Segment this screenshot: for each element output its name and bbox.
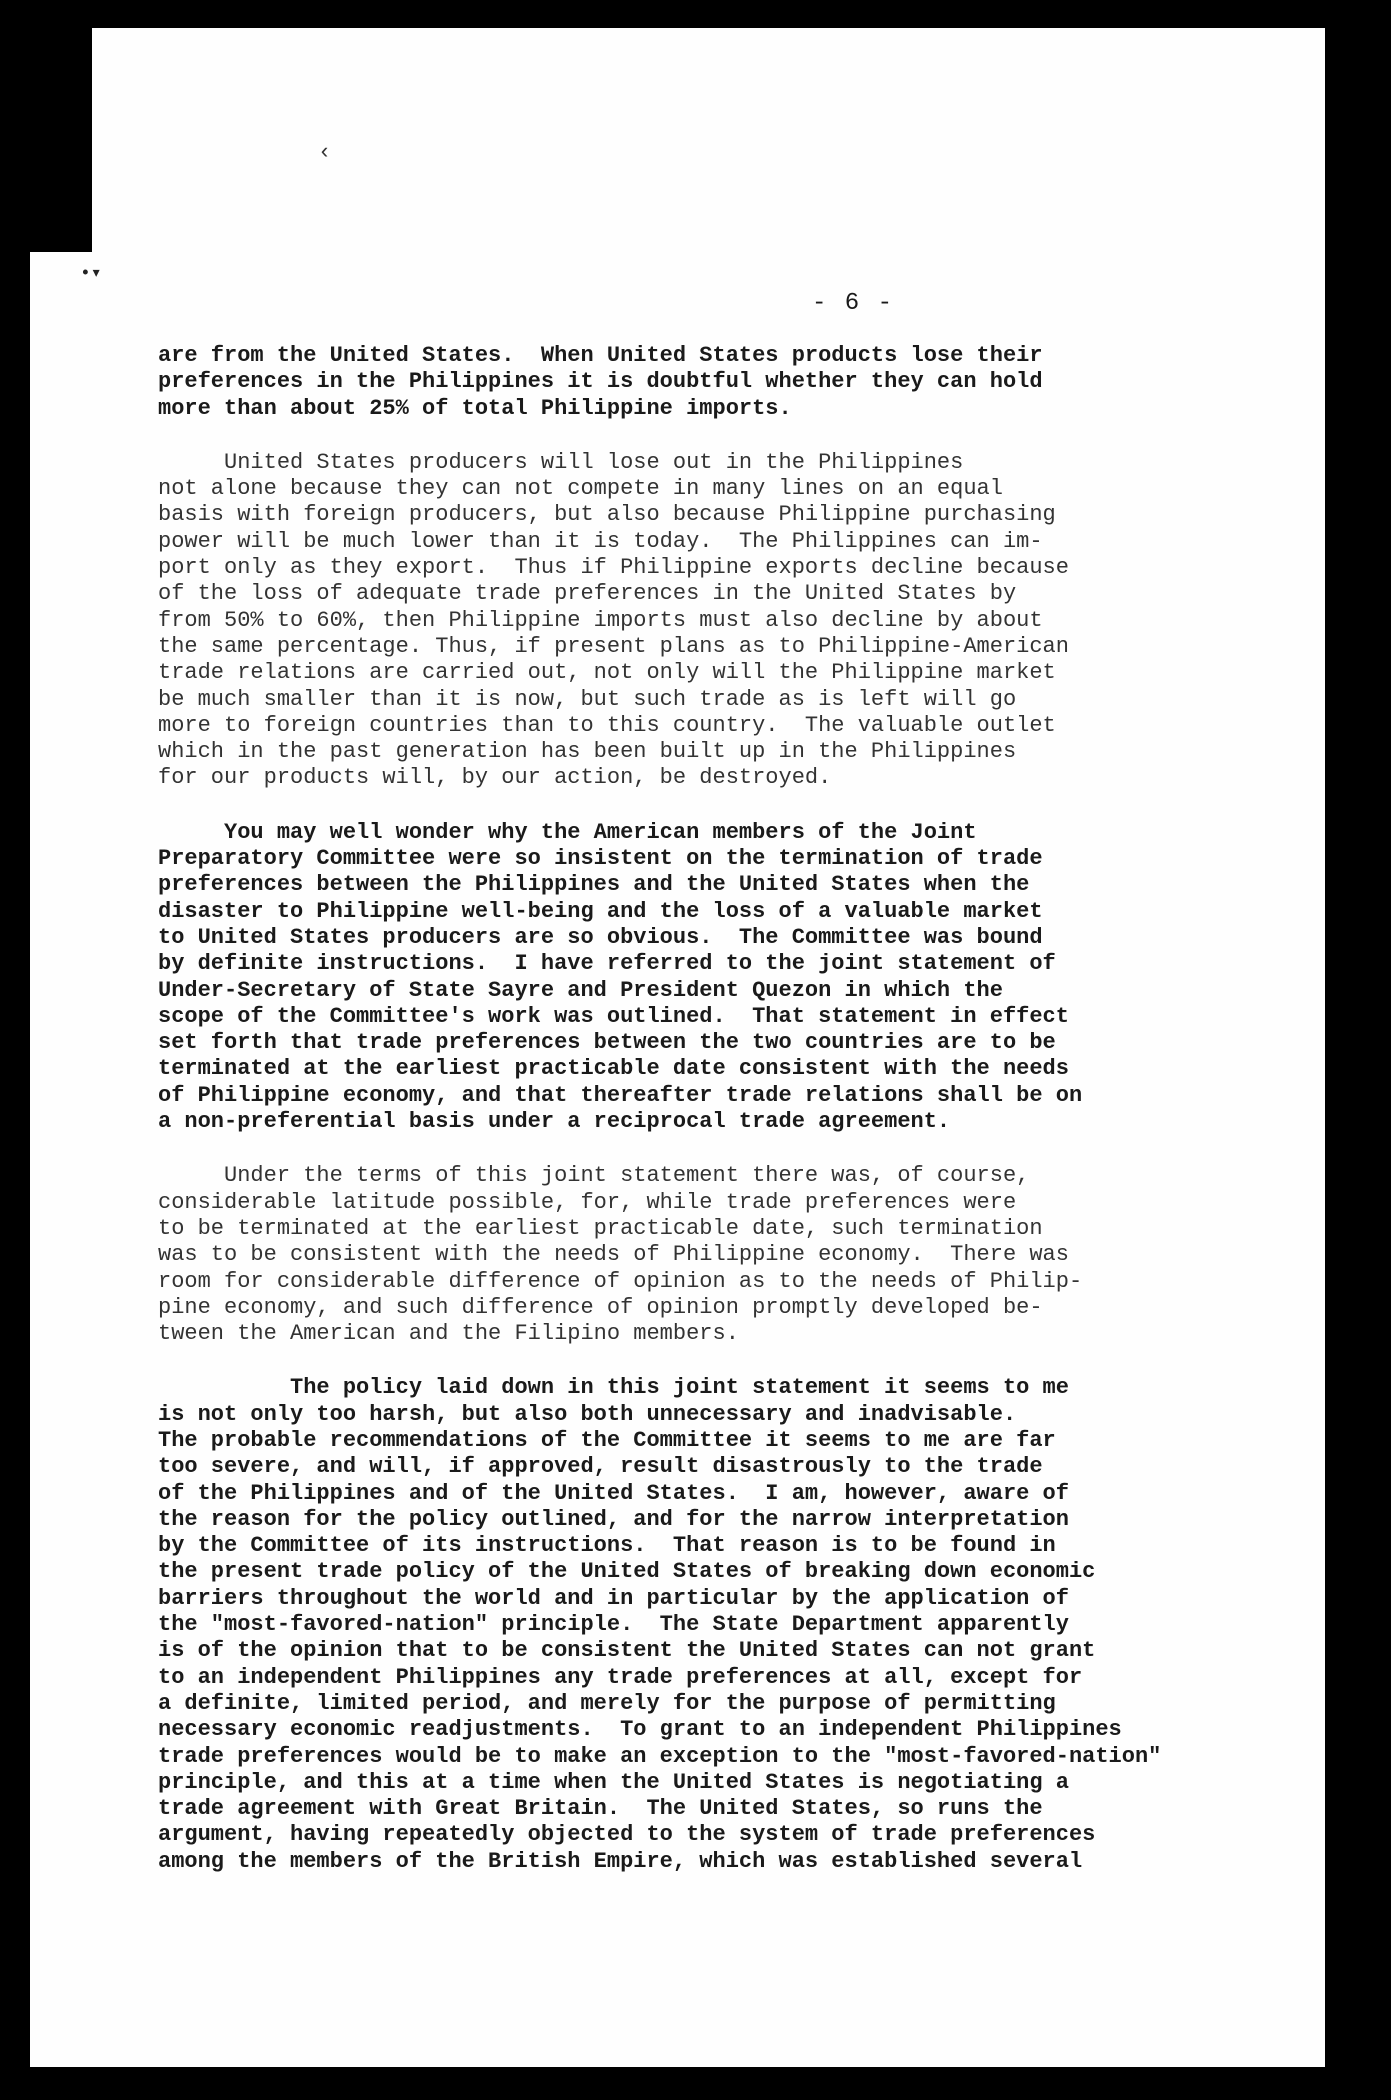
text-line: pine economy, and such difference of opinion promptly developed be- bbox=[158, 1294, 1043, 1320]
text-line: The policy laid down in this joint statement it seems to me bbox=[158, 1375, 1069, 1401]
text-line: trade relations are carried out, not only will the Philippine market bbox=[158, 660, 1056, 686]
text-line: tween the American and the Filipino members. bbox=[158, 1321, 739, 1347]
text-line: principle, and this at a time when the United States is negotiating a bbox=[158, 1769, 1069, 1795]
text-line: be much smaller than it is now, but such trade as is left will go bbox=[158, 686, 1017, 712]
text-line: are from the United States. When United States products lose their bbox=[158, 343, 1043, 368]
text-line: preferences in the Philippines it is doubtful whether they can hold bbox=[158, 369, 1043, 395]
paragraph-p1 bbox=[158, 343, 1278, 422]
text-line: barriers throughout the world and in particular by the application of bbox=[158, 1585, 1069, 1611]
text-line: necessary economic readjustments. To grant to an independent Philippines bbox=[158, 1717, 1122, 1743]
text-line: to an independent Philippines any trade preferences at all, except for bbox=[158, 1664, 1083, 1690]
text-line: the same percentage. Thus, if present plans as to Philippine-American bbox=[158, 633, 1069, 659]
paragraph-p3 bbox=[158, 820, 1278, 1136]
text-line: a non-preferential basis under a reciprocal trade agreement. bbox=[158, 1109, 951, 1135]
paragraph-p5 bbox=[158, 1375, 1278, 1875]
text-line: scope of the Committee's work was outlined. That statement in effect bbox=[158, 1003, 1069, 1029]
document-body bbox=[158, 290, 1278, 1903]
text-line: too severe, and will, if approved, result disastrously to the trade bbox=[158, 1454, 1043, 1480]
text-line: is of the opinion that to be consistent the United States can not grant bbox=[158, 1638, 1096, 1664]
text-line: the "most-favored-nation" principle. The State Department apparently bbox=[158, 1612, 1069, 1638]
text-line: of the Philippines and of the United States. I am, however, aware of bbox=[158, 1480, 1069, 1506]
sheet-top-edge bbox=[92, 28, 1325, 268]
text-line: terminated at the earliest practicable date consistent with the needs bbox=[158, 1056, 1069, 1082]
text-line: to United States producers are so obvious. The Committee was bound bbox=[158, 924, 1043, 950]
text-line: preferences between the Philippines and the United States when the bbox=[158, 872, 1030, 898]
text-line: Under-Secretary of State Sayre and President Quezon in which the bbox=[158, 977, 1003, 1003]
text-line: Preparatory Committee were so insistent on the termination of trade bbox=[158, 846, 1043, 872]
text-line: is not only too harsh, but also both unnecessary and inadvisable. bbox=[158, 1401, 1017, 1427]
text-line: trade agreement with Great Britain. The United States, so runs the bbox=[158, 1796, 1043, 1822]
text-line: by the Committee of its instructions. That reason is to be found in bbox=[158, 1533, 1056, 1559]
text-line: considerable latitude possible, for, while trade preferences were bbox=[158, 1189, 1017, 1215]
text-line: more than about 25% of total Philippine imports. bbox=[158, 395, 792, 421]
paragraph-list bbox=[158, 343, 1278, 1875]
text-line: port only as they export. Thus if Philippine exports decline because bbox=[158, 555, 1069, 581]
text-line: among the members of the British Empire, which was established several bbox=[158, 1848, 1083, 1874]
text-line: argument, having repeatedly objected to the system of trade preferences bbox=[158, 1822, 1096, 1848]
text-line: of the loss of adequate trade preferences in the United States by bbox=[158, 581, 1017, 607]
text-line: which in the past generation has been built up in the Philippines bbox=[158, 739, 1017, 765]
stray-mark-icon: ‹ bbox=[318, 140, 332, 165]
page-number: - 6 - bbox=[811, 290, 894, 317]
text-line: more to foreign countries than to this country. The valuable outlet bbox=[158, 712, 1056, 738]
text-line: The probable recommendations of the Committee it seems to me are far bbox=[158, 1427, 1056, 1453]
text-line: of Philippine economy, and that thereafter trade relations shall be on bbox=[158, 1082, 1083, 1108]
paragraph-p2 bbox=[158, 450, 1278, 792]
text-line: for our products will, by our action, be destroyed. bbox=[158, 765, 832, 791]
text-line: the present trade policy of the United States of breaking down economic bbox=[158, 1559, 1096, 1585]
text-line: power will be much lower than it is today. The Philippines can im- bbox=[158, 528, 1043, 554]
text-line: United States producers will lose out in the Philippines bbox=[158, 449, 964, 475]
text-line: a definite, limited period, and merely for the purpose of permitting bbox=[158, 1690, 1056, 1716]
text-line: by definite instructions. I have referred to the joint statement of bbox=[158, 951, 1056, 977]
paragraph-p4 bbox=[158, 1163, 1278, 1347]
text-line: not alone because they can not compete in many lines on an equal bbox=[158, 476, 1003, 502]
text-line: to be terminated at the earliest practicable date, such termination bbox=[158, 1215, 1043, 1241]
margin-mark-icon: •▾ bbox=[80, 264, 102, 284]
text-line: You may well wonder why the American members of the Joint bbox=[158, 819, 977, 845]
text-line: was to be consistent with the needs of Philippine economy. There was bbox=[158, 1242, 1069, 1268]
text-line: Under the terms of this joint statement there was, of course, bbox=[158, 1163, 1030, 1189]
text-line: set forth that trade preferences between the two countries are to be bbox=[158, 1030, 1056, 1056]
text-line: the reason for the policy outlined, and for the narrow interpretation bbox=[158, 1506, 1069, 1532]
text-line: from 50% to 60%, then Philippine imports must also decline by about bbox=[158, 607, 1043, 633]
text-line: basis with foreign producers, but also because Philippine purchasing bbox=[158, 502, 1056, 528]
text-line: room for considerable difference of opinion as to the needs of Philip- bbox=[158, 1268, 1083, 1294]
text-line: disaster to Philippine well-being and the loss of a valuable market bbox=[158, 898, 1043, 924]
text-line: trade preferences would be to make an exception to the "most-favored-nation" bbox=[158, 1743, 1162, 1769]
